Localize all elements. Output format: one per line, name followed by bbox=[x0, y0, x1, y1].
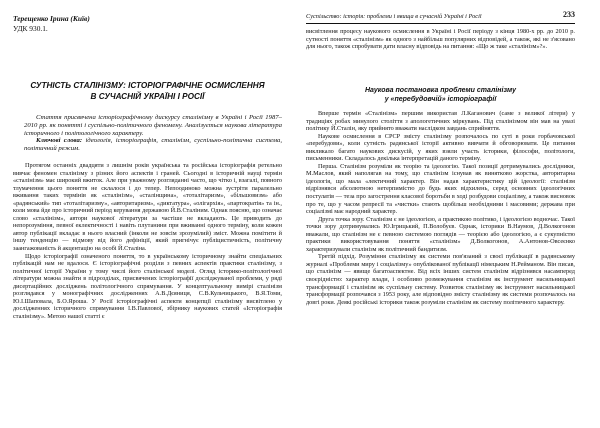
section-subheading bbox=[306, 86, 575, 104]
right-body bbox=[306, 110, 575, 306]
subheading-line-1: Наукова постановка проблеми сталінізму bbox=[364, 87, 517, 94]
keywords-label: Ключові слова: bbox=[36, 137, 83, 144]
author-name: Терещенко Ірина (Київ) bbox=[13, 14, 90, 23]
left-body bbox=[13, 162, 282, 320]
running-header-text: Суспільство: історія: проблеми і явища в сучасній Україні і Росії bbox=[306, 13, 482, 20]
right-paragraph-2: Наукове осмислення в СРСР змісту сталінізму розпочалось по суті в роки горбачовської «перебудови», коли сутність радянської історії активно вивчати й обговорювати. Це питання викликало багато наукових дискусій, у яких взяли участь історики, філософи, політологи, письменники. Складалось декілька інтерпретацій даного терміну. bbox=[306, 132, 575, 163]
right-paragraph-3: Перша. Сталінізм розуміли як теорію та ідеологію. Такої позиції дотримувались дослідники, М.Маслов, який наполягав на тому, що сталінізм існував як винятково жорстка, авторитарна ідеологія, що мала «лектичний характер. Він надав характеристику цій ідеології: сталінізм відрізнявся абсолютною нетерпимістю до будь яких відхилень, серед основних ідеологічних постулатів — теза про загострення класової боротьби в ході розбудови соціалізму, а також висновок про те, що у часом репресії та «чистки» стають щобільш необхідними і масовими; держава при соціалізмі має народний характер. bbox=[306, 162, 575, 216]
right-paragraph-top: висвітлення процесу наукового осмислення в Україні і Росії періоду з кінця 1980-х рр. до 2010 р. сутності поняття «сталінізм» як одного з найбільш популярних відповідей, а також, які не з'ясовано для нього, також спробувати дати власну відповідь на питання: «Що ж таке «сталінізм»?». bbox=[306, 28, 575, 51]
keywords bbox=[24, 137, 282, 153]
right-top-body bbox=[306, 28, 575, 51]
left-paragraph-2: Щодо історіографії означеного поняття, то в українському історичному знайти спеціальних публікацій нам не вдалося. Є історіографічні розділи з певних аспектів практики сталінізму, з політичної історії України у тому числі його сталінської моделі. Огляд історико-політологічної літератури можна знайти в підрозділах, присвячених історіографії досліджуваної проблеми, у ряді дисертаційних досліджень політологічного спрямування. У концептуальному вимірі сталінізм розглядався у монографічних дослідженнях А.В.Дєяниця, С.В.Кульчицького, В.Я.Томи, Ю.І.Шаповала, Б.О.Яроша. У Росії історіографічні аспекти концепції сталінізму висвітлено у дослідженнях історичного спрямування І.В.Павлової, збірнику наукових статей «Історіографія сталінізму». Метою нашої статті є bbox=[13, 252, 282, 320]
page-number: 233 bbox=[563, 10, 575, 19]
keywords-text: ідеологія, історіографія, сталінізм, суспільно-політична система, політичний режим. bbox=[24, 137, 283, 152]
udk-code: УДК 930.1. bbox=[13, 24, 48, 33]
article-title bbox=[13, 80, 282, 102]
right-paragraph-1: Вперше термін «Сталінізм» першим використав Л.Каганович (саме з великої літери) у традиціях робах минулого століття з апологетичних міркувань. Під сталінізмом він мав на увазі політику Й.Сталін, яку прийнято вважати наслідком завдань сприйняття. bbox=[306, 110, 575, 133]
title-line-1: СУТНІСТЬ СТАЛІНІЗМУ: ІСТОРІОГРАФІЧНЕ ОСМИСЛЕННЯ bbox=[30, 81, 265, 90]
right-paragraph-5: Третій підхід. Розуміння сталінізму як системи пов'язаний з своєї публікації в радянському журналі «Проблеми миру і соціалізму» опублікованої публікації німецьким Н.Рейманом. Він писав, що сталінізм — явище багатоаспектне. Від всіх інших систем сталінізм відрізнявся насамперед своєрідністю: характер влади, і особливо розмежування сталінізм як інструмент насильницької трансформації і сталінізм як суспільну систему. Розвиток сталінізму як інструмент насильницької трансформації розпочався з 1953 року, але відповідно змісту сталінізму як системи розпочалось на довгі роки. Деякі російські історики також розуміли сталінізм як систему політичного характеру. bbox=[306, 253, 575, 306]
title-line-2: В СУЧАСНІЙ УКРАЇНІ І РОСІЇ bbox=[90, 92, 205, 101]
abstract: Стаття присвячена історіографічному дискурсу сталінізму в Україні і Росії 1987–2010 рр. як понятті і суспільно-політичного феномену. Аналізується наукова література історичного і політологічного характеру. bbox=[24, 114, 282, 137]
left-paragraph-1: Протягом останніх двадцяти з лишнім років українська та російська історіографія ретельно вивчає феномен сталінізму з різних його аспектів і граней. Сьогодні в історичній науці термін «сталінізм» має широкий вжиток. Але при уважному розгляданні часто, що чітко і, взагалі, повного тлумачення цього поняття не склалося і до тепер. Непоодиноко можна зустріти паралельно вживання таких термінів як «сталінізм», «сталінщина», «тоталітаризм», «більшовизм» або «радянський» тип «тоталітаризму», «авторитаризм», «диктатура», «олігархія», «партократія» та ін., коли мова йде про історичний період керування державою Й.В.Сталіним. Однак поясню, що означає слово «сталінізм», автори наукової літератури за частіше не вкладають. Це приводить до непорозуміння, певної еклектичності і навіть плутанини при вживанні одного терміну, коли кожен автор публікації вкладає в нього власний (інколи не зовсім зрозумілий) зміст. Можна помітити й іншу тенденцію — відмову від його дефініції, який пригнічує публіцистичність, політичну заангажованість й акцентацію на особі Й.Сталіна. bbox=[13, 162, 282, 253]
subheading-line-2: у «перебудовчій» історіографії bbox=[384, 96, 497, 103]
right-paragraph-4: Друга точка зору. Сталінізм є не ідеологією, а практикою політико, і ідеологією водночас. Такої точки зору дотримувались Ю.Ігрицький, П.Волобуєв. Однак, історики В.Наумов, Д.Волкогонов вважали, що сталінізм не є певною системою поглядів — теорією або ідеологією, а є сукупністю практики використовування поняття «сталінізм» Д.Волкогонов, А.Антонов-Овсеєнко характеризували сталінізм як політичний бандитизм. bbox=[306, 215, 575, 253]
running-header bbox=[306, 10, 575, 24]
